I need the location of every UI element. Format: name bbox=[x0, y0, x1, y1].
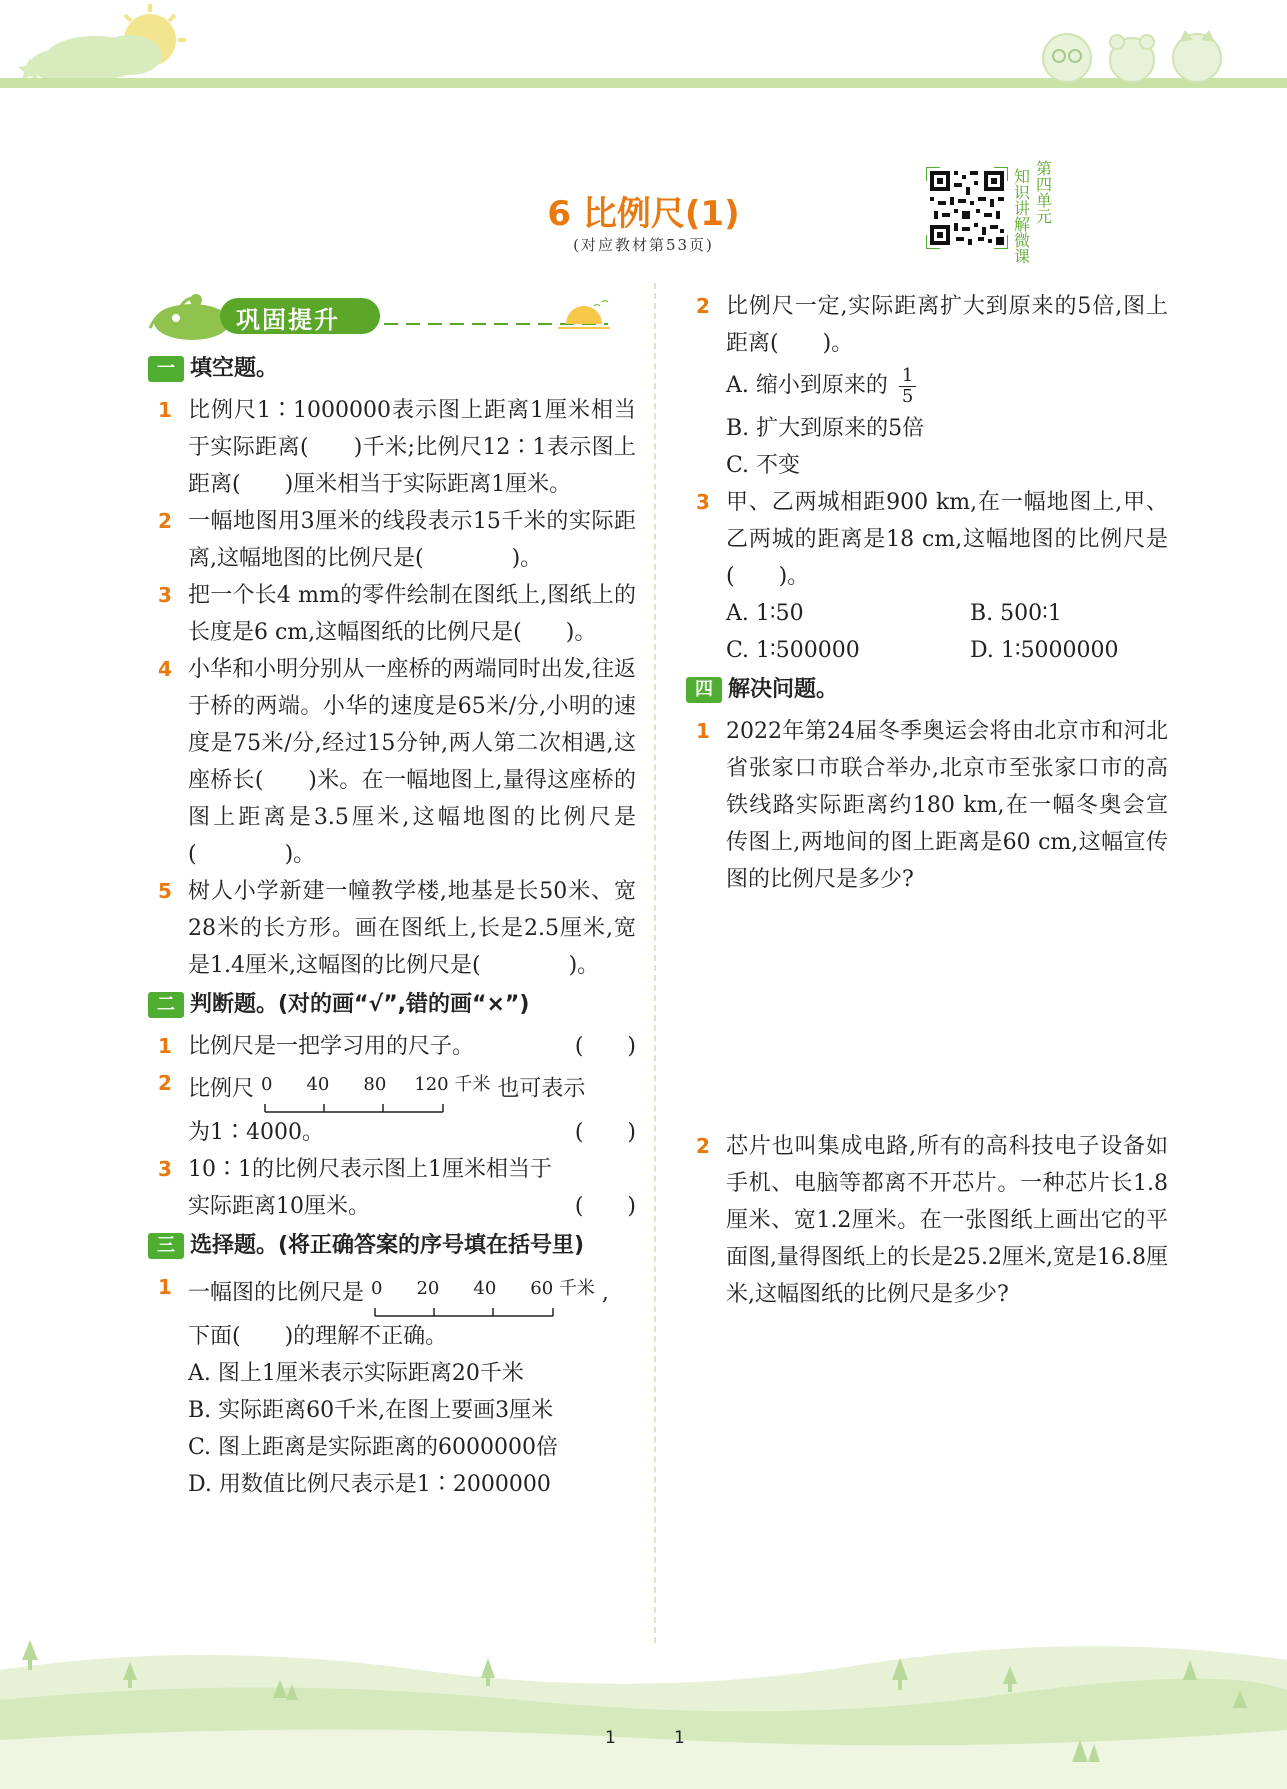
choice-option: C. 1∶500000 bbox=[726, 638, 860, 663]
answer-parentheses: ( ) bbox=[574, 1120, 636, 1145]
question-text: 树人小学新建一幢教学楼,地基是长50米、宽28米的长方形。画在图纸上,长是2.5厘米,宽是1.4厘米,这幅图的比例尺是( )。 bbox=[188, 879, 636, 978]
scale-tick-label: 120 bbox=[414, 1074, 449, 1095]
qr-caption-col2: 第四单元 bbox=[1035, 159, 1052, 226]
scale-unit: 千米 bbox=[558, 1278, 595, 1299]
question-number: 2 bbox=[696, 1134, 710, 1158]
section-number: 二 bbox=[148, 992, 184, 1018]
section-title: 解决问题。 bbox=[728, 677, 839, 702]
question-number: 1 bbox=[158, 398, 172, 422]
choice-option: B. 扩大到原来的5倍 bbox=[726, 416, 925, 441]
scale-line-icon bbox=[371, 1306, 561, 1318]
right-column bbox=[686, 288, 1168, 1313]
question-text: 芯片也叫集成电路,所有的高科技电子设备如手机、电脑等都离不开芯片。一种芯片长1.8厘米、宽1.2厘米。在一张图纸上画出它的平面图,量得图纸上的长是25.2厘米,宽是16.8厘米,这幅图纸的比例尺是多少? bbox=[726, 1134, 1168, 1307]
question-number: 3 bbox=[158, 583, 172, 607]
animal-mascots-decoration bbox=[1027, 28, 1247, 88]
section-title: 填空题。 bbox=[190, 356, 279, 381]
question-item bbox=[148, 1151, 636, 1225]
question-number: 2 bbox=[158, 1071, 172, 1095]
choice-option bbox=[686, 362, 1168, 410]
scale-tick-label: 0 bbox=[371, 1278, 383, 1299]
scale-tick-label: 60 bbox=[530, 1278, 554, 1299]
question-item bbox=[148, 392, 636, 503]
page-subtitle: (对应教材第53页) bbox=[573, 236, 714, 254]
answer-parentheses: ( ) bbox=[574, 1034, 636, 1059]
question-item bbox=[686, 288, 1168, 362]
scale-line-icon bbox=[261, 1102, 451, 1114]
line-scale-bar bbox=[261, 1065, 490, 1114]
question-text: 10∶1的比例尺表示图上1厘米相当于 bbox=[188, 1157, 552, 1182]
line-scale-bar bbox=[371, 1269, 595, 1318]
section-number: 三 bbox=[148, 1233, 184, 1259]
choice-option: D. 用数值比例尺表示是1∶2000000 bbox=[188, 1472, 551, 1497]
question-text: 比例尺是一把学习用的尺子。 bbox=[188, 1034, 475, 1059]
question-text: 比例尺1∶1000000表示图上距离1厘米相当于实际距离( )千米;比例尺12∶1表示图上距离( )厘米相当于实际距离1厘米。 bbox=[188, 398, 636, 497]
answer-space[interactable] bbox=[686, 898, 1168, 1128]
question-line bbox=[188, 1188, 636, 1225]
question-text: 实际距离10厘米。 bbox=[188, 1194, 370, 1219]
question-number: 4 bbox=[158, 657, 172, 681]
question-item bbox=[148, 1028, 636, 1065]
scale-tick-label: 20 bbox=[416, 1278, 440, 1299]
scale-tick-label: 0 bbox=[261, 1074, 273, 1095]
question-text: 为1∶4000。 bbox=[188, 1120, 324, 1145]
choice-option: B. 500∶1 bbox=[970, 601, 1062, 626]
qr-code-icon[interactable] bbox=[926, 167, 1008, 249]
section-judge-heading bbox=[148, 988, 636, 1022]
choice-option: C. 不变 bbox=[726, 453, 801, 478]
fraction bbox=[899, 366, 916, 407]
qr-caption-col1: 知识讲解微课 bbox=[1013, 167, 1030, 266]
scale-labels bbox=[371, 1278, 595, 1299]
scale-tick-label: 40 bbox=[306, 1074, 330, 1095]
answer-parentheses: ( ) bbox=[574, 1194, 636, 1219]
question-item bbox=[148, 1065, 636, 1151]
section-fill-heading bbox=[148, 352, 636, 386]
question-number: 2 bbox=[696, 294, 710, 318]
footer-hills-decoration bbox=[0, 1630, 1287, 1789]
question-text: 一幅地图用3厘米的线段表示15千米的实际距离,这幅地图的比例尺是( )。 bbox=[188, 509, 636, 571]
whale-banner-icon bbox=[148, 288, 648, 344]
section-number: 一 bbox=[148, 356, 184, 382]
choice-option: C. 图上距离是实际距离的6000000倍 bbox=[188, 1435, 559, 1460]
question-number: 2 bbox=[158, 509, 172, 533]
question-item bbox=[148, 651, 636, 873]
question-item bbox=[686, 1128, 1168, 1313]
choice-option: A. 图上1厘米表示实际距离20千米 bbox=[188, 1361, 524, 1386]
page-number: 1 bbox=[674, 1728, 685, 1748]
question-number: 1 bbox=[158, 1034, 172, 1058]
question-line bbox=[188, 1028, 636, 1065]
question-text-prefix: 一幅图的比例尺是 bbox=[188, 1280, 365, 1306]
scale-unit: 千米 bbox=[454, 1074, 491, 1095]
section-title: 判断题。(对的画“√”,错的画“×”) bbox=[190, 992, 530, 1017]
question-item bbox=[148, 577, 636, 651]
scale-labels bbox=[261, 1074, 490, 1095]
question-text: 下面( )的理解不正确。 bbox=[188, 1324, 448, 1349]
choice-option: B. 实际距离60千米,在图上要画3厘米 bbox=[188, 1398, 554, 1423]
question-text: 2022年第24届冬季奥运会将由北京市和河北省张家口市联合举办,北京市至张家口市的高铁线路实际距离约180 km,在一幅冬奥会宣传图上,两地间的图上距离是60 cm,这幅宣传图的比例尺是多少? bbox=[726, 719, 1168, 892]
choice-option: A. 1∶50 bbox=[726, 601, 804, 626]
question-item bbox=[148, 503, 636, 577]
scale-tick-label: 40 bbox=[473, 1278, 497, 1299]
question-text: 比例尺一定,实际距离扩大到原来的5倍,图上距离( )。 bbox=[726, 294, 1168, 356]
question-item bbox=[148, 873, 636, 984]
question-text: 小华和小明分别从一座桥的两端同时出发,往返于桥的两端。小华的速度是65米/分,小明的速度是75米/分,经过15分钟,两人第二次相遇,这座桥长( )米。在一幅地图上,量得这座桥的图上距离是3.5厘米,这幅地图的比例尺是( )。 bbox=[188, 657, 636, 867]
choice-option: D. 1∶5000000 bbox=[970, 638, 1119, 663]
question-number: 5 bbox=[158, 879, 172, 903]
left-column bbox=[148, 288, 636, 1503]
qr-code-caption bbox=[1012, 159, 1056, 266]
consolidation-banner bbox=[148, 288, 636, 344]
question-number: 3 bbox=[158, 1157, 172, 1181]
question-item bbox=[148, 1269, 636, 1355]
column-divider bbox=[654, 283, 656, 1643]
question-text-suffix: , bbox=[601, 1280, 609, 1306]
choice-options-grid bbox=[686, 595, 1168, 669]
section-choice-heading bbox=[148, 1229, 636, 1263]
question-line bbox=[188, 1114, 636, 1151]
question-text: 甲、乙两城相距900 km,在一幅地图上,甲、乙两城的距离是18 cm,这幅地图的比例尺是( )。 bbox=[726, 490, 1168, 589]
option-text: A. 缩小到原来的 bbox=[726, 373, 888, 398]
question-text-prefix: 比例尺 bbox=[188, 1076, 255, 1102]
fraction-denominator: 5 bbox=[901, 385, 914, 407]
page-title: 6 比例尺(1) bbox=[547, 194, 740, 234]
question-line bbox=[188, 1269, 636, 1318]
question-number: 3 bbox=[696, 490, 710, 514]
section-title: 选择题。(将正确答案的序号填在括号里) bbox=[190, 1233, 585, 1258]
section-solve-heading bbox=[686, 673, 1168, 707]
question-item bbox=[686, 484, 1168, 595]
question-item bbox=[686, 713, 1168, 898]
scale-tick-label: 80 bbox=[363, 1074, 387, 1095]
fraction-numerator: 1 bbox=[899, 366, 916, 387]
question-text: 把一个长4 mm的零件绘制在图纸上,图纸上的长度是6 cm,这幅图纸的比例尺是( )。 bbox=[188, 583, 636, 645]
question-line bbox=[188, 1065, 636, 1114]
banner-label: 巩固提升 bbox=[236, 306, 340, 334]
question-text-suffix: 也可表示 bbox=[497, 1076, 586, 1102]
page-number: 1 bbox=[605, 1728, 616, 1748]
section-number: 四 bbox=[686, 677, 722, 703]
question-number: 1 bbox=[158, 1275, 172, 1299]
header-cloud-sun-decoration bbox=[0, 0, 240, 90]
question-number: 1 bbox=[696, 719, 710, 743]
